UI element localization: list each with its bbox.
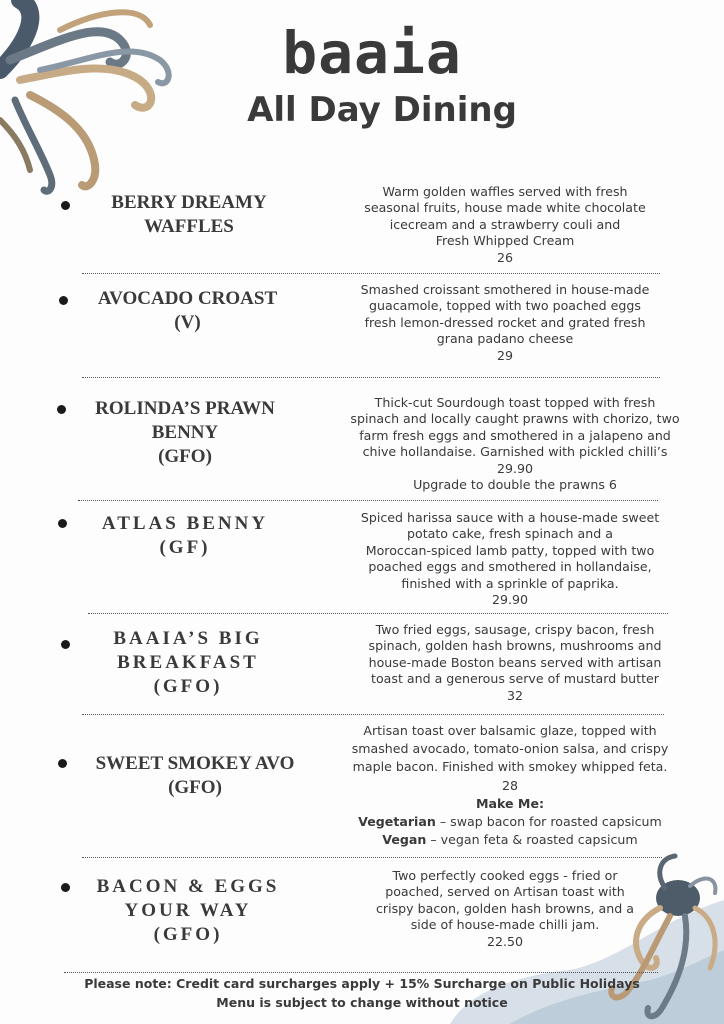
item-name: BACON & EGGS YOUR WAY (GFO) [96,876,280,945]
footer-change-note: Menu is subject to change without notice [216,995,508,1010]
bullet [59,296,68,305]
item-description: Artisan toast over balsamic glaze, topped with smashed avocado, tomato-onion salsa, and crispy maple bacon. Finished with smokey whipped feta. 28 Make Me: Vegetarian – swap bacon for roasted capsicum Vegan – vegan feta & roasted capsicum [340,722,680,849]
bullet [58,519,67,528]
item-price: 28 [501,777,519,793]
divider [82,377,660,378]
item-description: Smashed croissant smothered in house-made guacamole, topped with two poached eggs fresh lemon-dressed rocket and grated fresh grana padano cheese 29 [340,282,670,364]
item-price: 29 [496,347,514,363]
bullet [61,640,70,649]
item-name: ROLINDA’S PRAWN BENNY (GFO) [95,398,275,467]
divider [82,857,662,858]
item-description: Warm golden waffles served with fresh seasonal fruits, house made white chocolate icecream and a strawberry couli and Fresh Whipped Cream 26 [345,184,665,266]
item-price: 29.90 [496,460,534,476]
item-description: Two perfectly cooked eggs - fried or poached, served on Artisan toast with crispy bacon, golden hash browns, and a side of house-made chilli jam. 22.50 [345,868,665,950]
bullet [57,405,66,414]
item-price: 26 [496,249,514,265]
make-me-option: Vegetarian – swap bacon for roasted capsicum [358,814,662,830]
divider [78,500,658,501]
item-name: SWEET SMOKEY AVO (GFO) [95,753,295,798]
divider [64,972,658,973]
item-price: 29.90 [491,592,529,608]
item-name: ATLAS BENNY (GF) [101,513,269,558]
item-name: AVOCADO CROAST (V) [97,288,278,333]
bullet [61,201,70,210]
make-me-heading: Make Me: [475,795,545,811]
item-name: BAAIA’S BIG BREAKFAST (GFO) [113,628,263,697]
item-description: Two fried eggs, sausage, crispy bacon, fresh spinach, golden hash browns, mushrooms and house-made Boston beans served with artisan toast and a generous serve of mustard butter 32 [350,622,680,704]
divider [82,273,660,274]
item-description: Spiced harissa sauce with a house-made sweet potato cake, fresh spinach and a Moroccan-spiced lamb patty, topped with two poached eggs and smothered in hollandaise, finished with a sprinkle of paprika. 29.90 [345,510,675,608]
item-description: Thick-cut Sourdough toast topped with fresh spinach and locally caught prawns with chorizo, two farm fresh eggs and smothered in a jalapeno and chive hollandaise. Garnished with pickled chilli’s 29.90 Upgrade to double the prawns 6 [340,395,690,493]
make-me-option: Vegan – vegan feta & roasted capsicum [382,832,638,848]
item-price: 22.50 [486,933,524,949]
bullet [61,883,70,892]
item-name: BERRY DREAMY WAFFLES [111,192,267,237]
bullet [58,759,67,768]
brand-logo-text: baaia [282,19,462,87]
divider [88,613,668,614]
item-price: 32 [506,687,524,703]
menu-title: All Day Dining [247,90,517,130]
footer-surcharge-note: Please note: Credit card surcharges apply + 15% Surcharge on Public Holidays [84,976,640,991]
divider [82,714,664,715]
